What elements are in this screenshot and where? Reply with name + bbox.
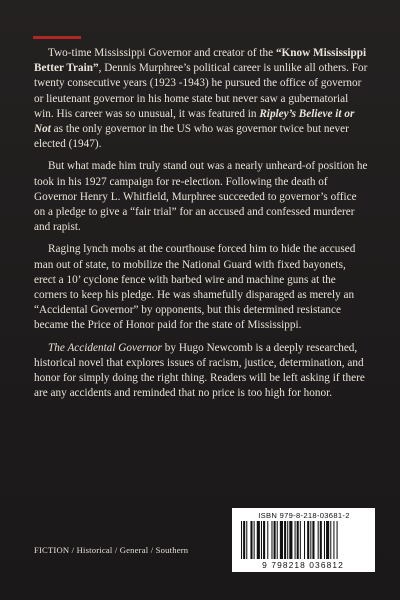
blurb: [34, 46, 370, 408]
barcode: [232, 508, 375, 572]
blurb-paragraph-3: Raging lynch mobs at the courthouse forced him to hide the accused man out of state, to mobilize the National Guard with fixed bayonets, erect a 10’ cyclone fence with barbed wire and machine guns at the corners to keep his pledge. He was shamefully disparaged as merely an “Accidental Governor” by opponents, but this determined resistance became the Price of Honor paid for the state of Mississippi.: [34, 243, 356, 332]
train-name: “Know Mississippi Better Train”: [34, 47, 367, 75]
text-run: Two-time Mississippi Governor and creator of the: [48, 47, 276, 59]
text-run: , Dennis Murphree’s political career is unlike all others. For twenty consecutive years (1923 -1943) he pursued the office of governor or lieutenant governor in his home state but never saw a gubernatorial win. His career was so unusual, it was featured in: [34, 62, 368, 120]
text-run: by Hugo Newcomb is a deeply researched, historical novel that explores issues of racism, justice, determination, and honor for simply doing the right thing. Readers will be left asking if there are any accidents and reminded that no price is too high for honor.: [34, 341, 365, 400]
barcode-digits: 9 798218 036812: [262, 560, 344, 570]
blurb-paragraph-2: But what made him truly stand out was a nearly unheard-of position he took in his 1927 campaign for re-election. Following the death of Governor Henry L. Whitfield, Murphree succeeded to governor’s office on a pledge to give a “fair trial” for an accused and confessed murderer and rapist.: [34, 160, 368, 234]
accent-rule: [33, 36, 81, 39]
blurb-paragraph-4: [34, 341, 370, 402]
barcode-bars: [241, 521, 367, 559]
isbn-label: ISBN 979-8-218-03681-2: [258, 511, 350, 520]
book-title: The Accidental Governor: [48, 341, 162, 354]
category-label: FICTION / Historical / General / Southern: [34, 545, 189, 555]
text-run: as the only governor in the US who was governor twice but never elected (1947).: [34, 123, 349, 151]
ripley-title: Ripley’s Believe it or Not: [34, 107, 355, 136]
blurb-paragraph-1: [34, 46, 370, 152]
